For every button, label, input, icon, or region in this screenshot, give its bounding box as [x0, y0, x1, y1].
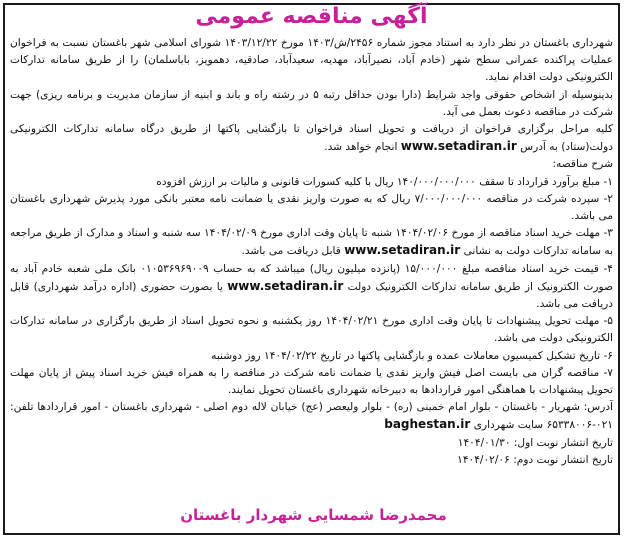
notice-body	[10, 35, 613, 469]
address-text: آدرس: شهریار - باغستان - بلوار امام خمینی (ره) - بلوار ولیعصر (عج) خیابان لاله دوم اصلی - شهرداری باغستان - امور قراردادها تلفن: ۰۲۱-۶۵۳۳۸۰۰۶	[10, 401, 613, 432]
second-publication-date: تاریخ انتشار نوبت دوم: ۱۴۰۴/۰۲/۰۶	[457, 453, 613, 466]
eligibility-paragraph: بدینوسیله از اشخاص حقوقی واجد شرایط (دارا بودن حداقل رتبه ۵ در رشته راه و باند و ابنیه از سازمان مدیریت و برنامه ریزی) جهت شرکت در مناقصه دعوت بعمل می آید.	[10, 88, 613, 118]
term-item-4-end: یا بصورت حضوری (اداره درآمد شهرداری) قابل دریافت می باشد.	[10, 280, 613, 311]
process-text-end: انجام خواهد شد.	[324, 141, 398, 154]
process-paragraph	[10, 121, 613, 156]
term-item-3-text: ۳- مهلت خرید اسناد مناقصه از مورخ ۱۴۰۴/۰۲/۰۶ شنبه تا پایان وقت اداری مورخ ۱۴۰۴/۰۲/۰۹ سه شنبه و اسناد و مدارک از طریق مراجعه به سامانه تدارکات دولت به نشانی	[10, 227, 613, 258]
term-item-1: ۱- مبلغ برآورد قرارداد تا سقف ۱۴۰/۰۰۰/۰۰۰/۰۰۰ ریال با کلیه کسورات قانونی و مالیات بر ارزش افزوده	[156, 175, 613, 188]
setadiran-link[interactable]: www.setadiran.ir	[227, 278, 344, 293]
term-item-5: ۵- مهلت تحویل پیشنهادات تا پایان وقت اداری مورخ ۱۴۰۴/۰۲/۲۱ روز یکشنبه و نحوه تحویل اسناد از طریق بارگزاری در سامانه تدارکات الکترونیکی دولت می باشد.	[10, 315, 613, 345]
terms-heading: شرح مناقصه:	[552, 158, 613, 171]
term-item-4	[10, 261, 613, 314]
notice-title: آگهی مناقصه عمومی	[195, 4, 428, 29]
setadiran-link[interactable]: www.setadiran.ir	[344, 243, 461, 258]
term-item-6: ۶- تاریخ تشکیل کمیسیون معاملات عمده و بازگشایی پاکتها در تاریخ ۱۴۰۴/۰۲/۲۲ روز دوشنبه	[211, 349, 613, 362]
term-item-3-end: قابل دریافت می باشد.	[241, 245, 341, 258]
term-item-3	[10, 225, 613, 260]
address-line	[10, 399, 613, 434]
term-item-4-text: ۴- قیمت خرید اسناد مناقصه مبلغ ۱۵/۰۰۰/۰۰۰ (پانزده میلیون ریال) میباشد که به حساب ۰۱۰۵۳۶۹۶۹۰۰۹ بانک ملی شعبه خادم آباد به صورت الکترونیک از طریق سامانه تدارکات الکترونیک دولت	[10, 262, 613, 293]
first-publication-date: تاریخ انتشار نوبت اول: ۱۴۰۴/۰۱/۳۰	[457, 436, 613, 449]
intro-paragraph: شهرداری باغستان در نظر دارد به استناد مجوز شماره ۲۴۵۶/ش/۱۴۰۳ مورخ ۱۴۰۳/۱۲/۲۲ شورای اسلامی شهر باغستان نسبت به فراخوان عملیات پراکنده عمرانی سطح شهر (خادم آباد، نصیرآباد، مهدیه، سعیدآباد، صادقیه، دهمویز، باباسلمان) را از طریق سامانه تدارکات الکترونیکی دولت اقدام نماید.	[10, 37, 613, 84]
term-item-2: ۲- سپرده شرکت در مناقصه ۷/۰۰۰/۰۰۰/۰۰۰ ریال که به صورت واریز نقدی یا ضمانت نامه معتبر بانکی مورد پذیرش شهرداری باغستان می باشد.	[10, 192, 613, 223]
website-label: سایت شهرداری	[473, 419, 544, 432]
mayor-signature: محمدرضا شمسایی شهردار باغستان	[180, 506, 447, 524]
tender-notice	[10, 0, 613, 469]
process-text: کلیه مراحل برگزاری فراخوان از دریافت و تحویل اسناد فراخوان تا بازگشایی پاکتها از طریق درگاه سامانه تدارکات الکترونیکی دولت(ستاد) به آدرس	[10, 123, 613, 154]
setadiran-link[interactable]: www.setadiran.ir	[400, 139, 517, 154]
website-link[interactable]: baghestan.ir	[384, 417, 471, 432]
term-item-7: ۷- مناقصه گران می بایست اصل فیش واریز نقدی یا ضمانت نامه شرکت در مناقصه را به همراه فیش خرید اسناد پیش از پایان مهلت تحویل پیشنهادات با هماهنگی امور قراردادها به دبیرخانه شهرداری باغستان تحویل نمایند.	[10, 366, 613, 397]
